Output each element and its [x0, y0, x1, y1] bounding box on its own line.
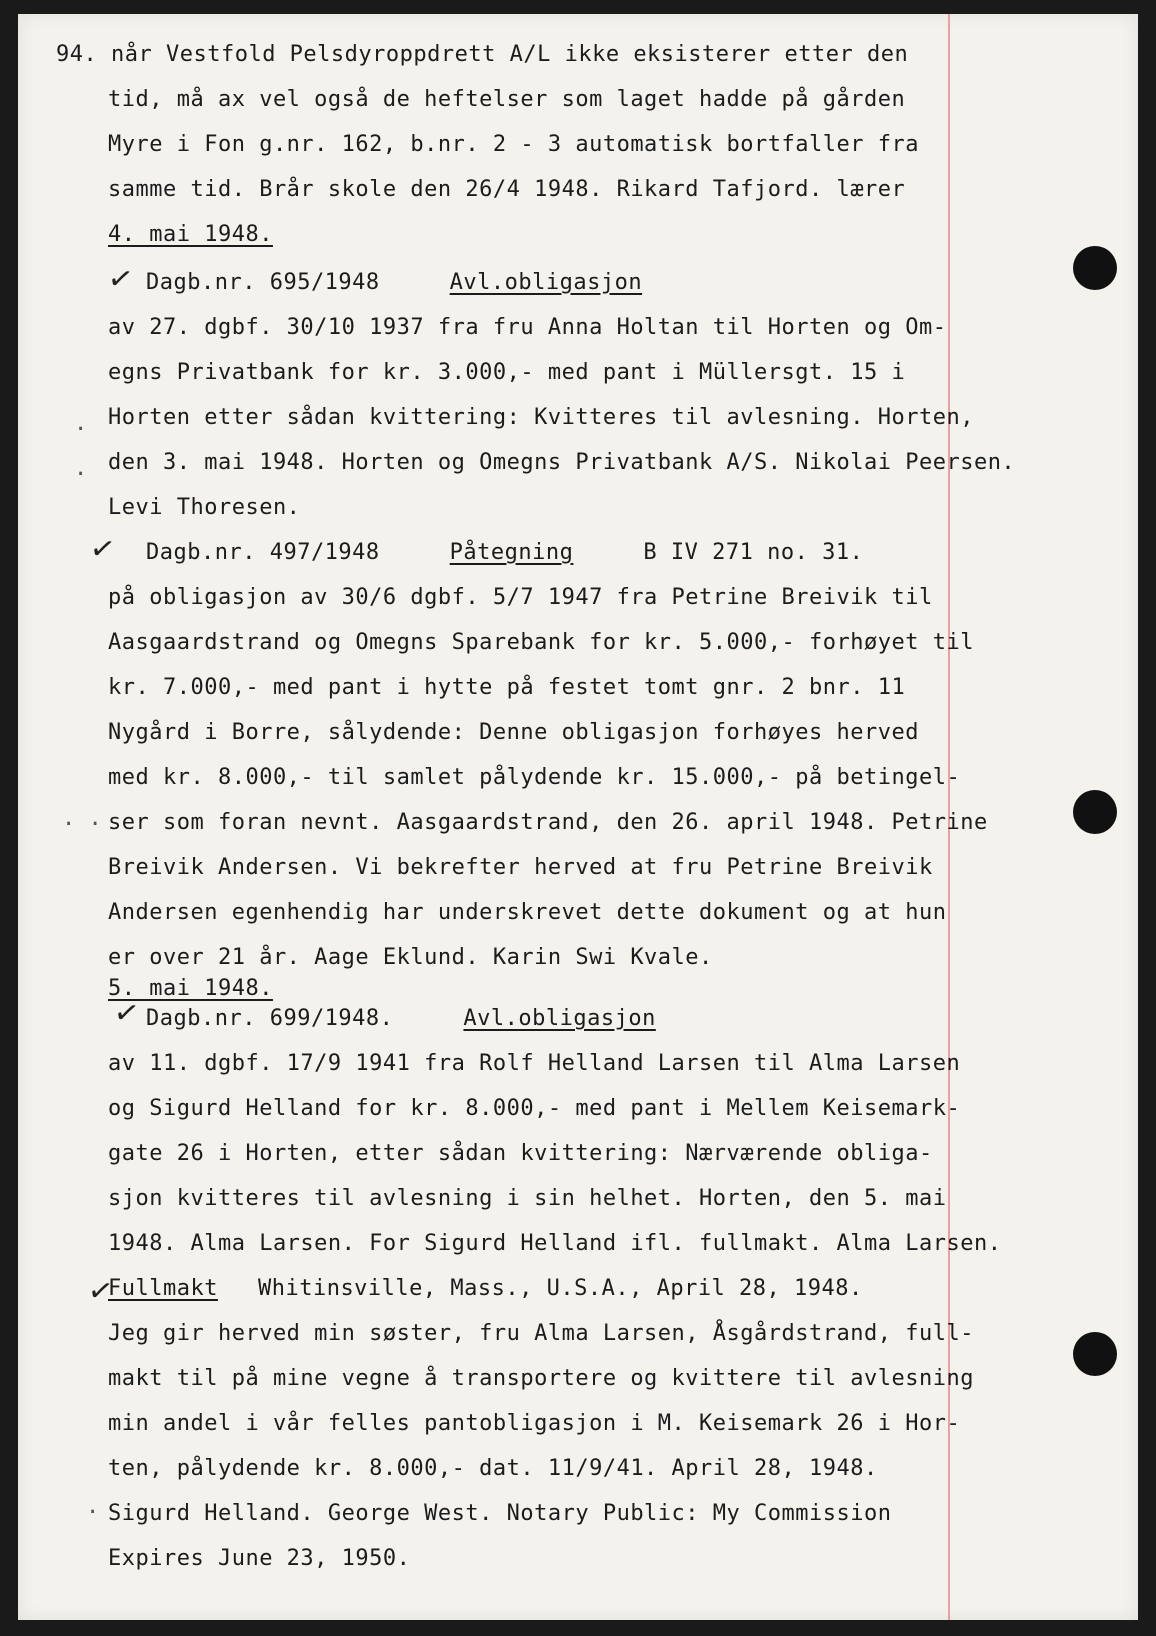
- text-line-26: gate 26 i Horten, etter sådan kvittering: Nærværende obliga-: [108, 1141, 933, 1166]
- margin-dot: .: [74, 456, 88, 481]
- text-line-13: på obligasjon av 30/6 dgbf. 5/7 1947 fra Petrine Breivik til: [108, 585, 933, 610]
- check-mark-3: ✓: [111, 994, 142, 1033]
- text-line-9: Horten etter sådan kvittering: Kvitteres til avlesning. Horten,: [108, 405, 974, 430]
- text-line-19: Breivik Andersen. Vi bekrefter herved at fru Petrine Breivik: [108, 855, 933, 880]
- text-line-16: Nygård i Borre, sålydende: Denne obligasjon forhøyes herved: [108, 720, 919, 745]
- text-line-28: 1948. Alma Larsen. For Sigurd Helland ifl. fullmakt. Alma Larsen.: [108, 1231, 1002, 1256]
- text-line-24: av 11. dgbf. 17/9 1941 fra Rolf Helland Larsen til Alma Larsen: [108, 1051, 961, 1076]
- text-line-34: Sigurd Helland. George West. Notary Public: My Commission: [108, 1501, 892, 1526]
- entry-header-497: [146, 540, 863, 565]
- text-line-4: samme tid. Brår skole den 26/4 1948. Rikard Tafjord. lærer: [108, 177, 906, 202]
- check-mark-4: ✓: [85, 1272, 116, 1311]
- punch-hole-bottom: [1073, 1332, 1117, 1376]
- entry-type: Avl.obligasjon: [449, 270, 643, 295]
- date-heading-4-mai: 4. mai 1948.: [108, 222, 273, 247]
- entry-type: Avl.obligasjon: [463, 1006, 656, 1031]
- fullmakt-header: [108, 1276, 863, 1301]
- text-line-25: og Sigurd Helland for kr. 8.000,- med pant i Mellem Keisemark-: [108, 1096, 961, 1121]
- text-line-35: Expires June 23, 1950.: [108, 1546, 411, 1571]
- check-mark-1: ✓: [105, 260, 136, 299]
- entry-reference: B IV 271 no. 31.: [643, 540, 864, 565]
- text-line-2: tid, må ax vel også de heftelser som laget hadde på gården: [108, 87, 906, 112]
- margin-dot: .: [74, 411, 88, 436]
- text-line-30: Jeg gir herved min søster, fru Alma Larsen, Åsgårdstrand, full-: [108, 1321, 974, 1346]
- text-line-1: [56, 42, 908, 67]
- text-line-33: ten, pålydende kr. 8.000,- dat. 11/9/41. April 28, 1948.: [108, 1456, 878, 1481]
- text-line-31: makt til på mine vegne å transportere og kvittere til avlesning: [108, 1366, 974, 1391]
- date-heading-5-mai: 5. mai 1948.: [108, 976, 273, 1001]
- page-number: 94.: [56, 42, 98, 67]
- document-sheet: [18, 14, 1138, 1620]
- dagb-number: Dagb.nr. 699/1948.: [146, 1006, 394, 1031]
- text-line-11: Levi Thoresen.: [108, 495, 301, 520]
- punch-hole-middle: [1073, 790, 1117, 834]
- check-mark-2: ✓: [87, 530, 118, 569]
- text-line-3: Myre i Fon g.nr. 162, b.nr. 2 - 3 automatisk bortfaller fra: [108, 132, 919, 157]
- dagb-number: Dagb.nr. 695/1948: [146, 270, 380, 295]
- text-line-8: egns Privatbank for kr. 3.000,- med pant i Müllersgt. 15 i: [108, 360, 906, 385]
- text-line-17: med kr. 8.000,- til samlet pålydende kr. 15.000,- på betingel-: [108, 765, 961, 790]
- text-line-18: ser som foran nevnt. Aasgaardstrand, den 26. april 1948. Petrine: [108, 810, 988, 835]
- fullmakt-label: Fullmakt: [108, 1276, 218, 1301]
- fullmakt-place-date: Whitinsville, Mass., U.S.A., April 28, 1948.: [257, 1276, 863, 1301]
- line-text: når Vestfold Pelsdyroppdrett A/L ikke eksisterer etter den: [111, 42, 909, 67]
- text-line-10: den 3. mai 1948. Horten og Omegns Privatbank A/S. Nikolai Peersen.: [108, 450, 1016, 475]
- text-line-14: Aasgaardstrand og Omegns Sparebank for kr. 5.000,- forhøyet til: [108, 630, 974, 655]
- entry-header-699: [146, 1006, 656, 1031]
- margin-dot: . .: [62, 806, 102, 831]
- entry-type: Påtegning: [449, 540, 574, 565]
- text-line-20: Andersen egenhendig har underskrevet dette dokument og at hun: [108, 900, 947, 925]
- punch-hole-top: [1073, 246, 1117, 290]
- margin-dot: .: [86, 1494, 100, 1519]
- entry-header-695: [146, 270, 642, 295]
- dagb-number: Dagb.nr. 497/1948: [146, 540, 380, 565]
- text-line-21: er over 21 år. Aage Eklund. Karin Swi Kvale.: [108, 945, 713, 970]
- text-line-15: kr. 7.000,- med pant i hytte på festet tomt gnr. 2 bnr. 11: [108, 675, 906, 700]
- text-line-32: min andel i vår felles pantobligasjon i M. Keisemark 26 i Hor-: [108, 1411, 961, 1436]
- text-line-27: sjon kvitteres til avlesning i sin helhet. Horten, den 5. mai: [108, 1186, 947, 1211]
- text-line-7: av 27. dgbf. 30/10 1937 fra fru Anna Holtan til Horten og Om-: [108, 315, 947, 340]
